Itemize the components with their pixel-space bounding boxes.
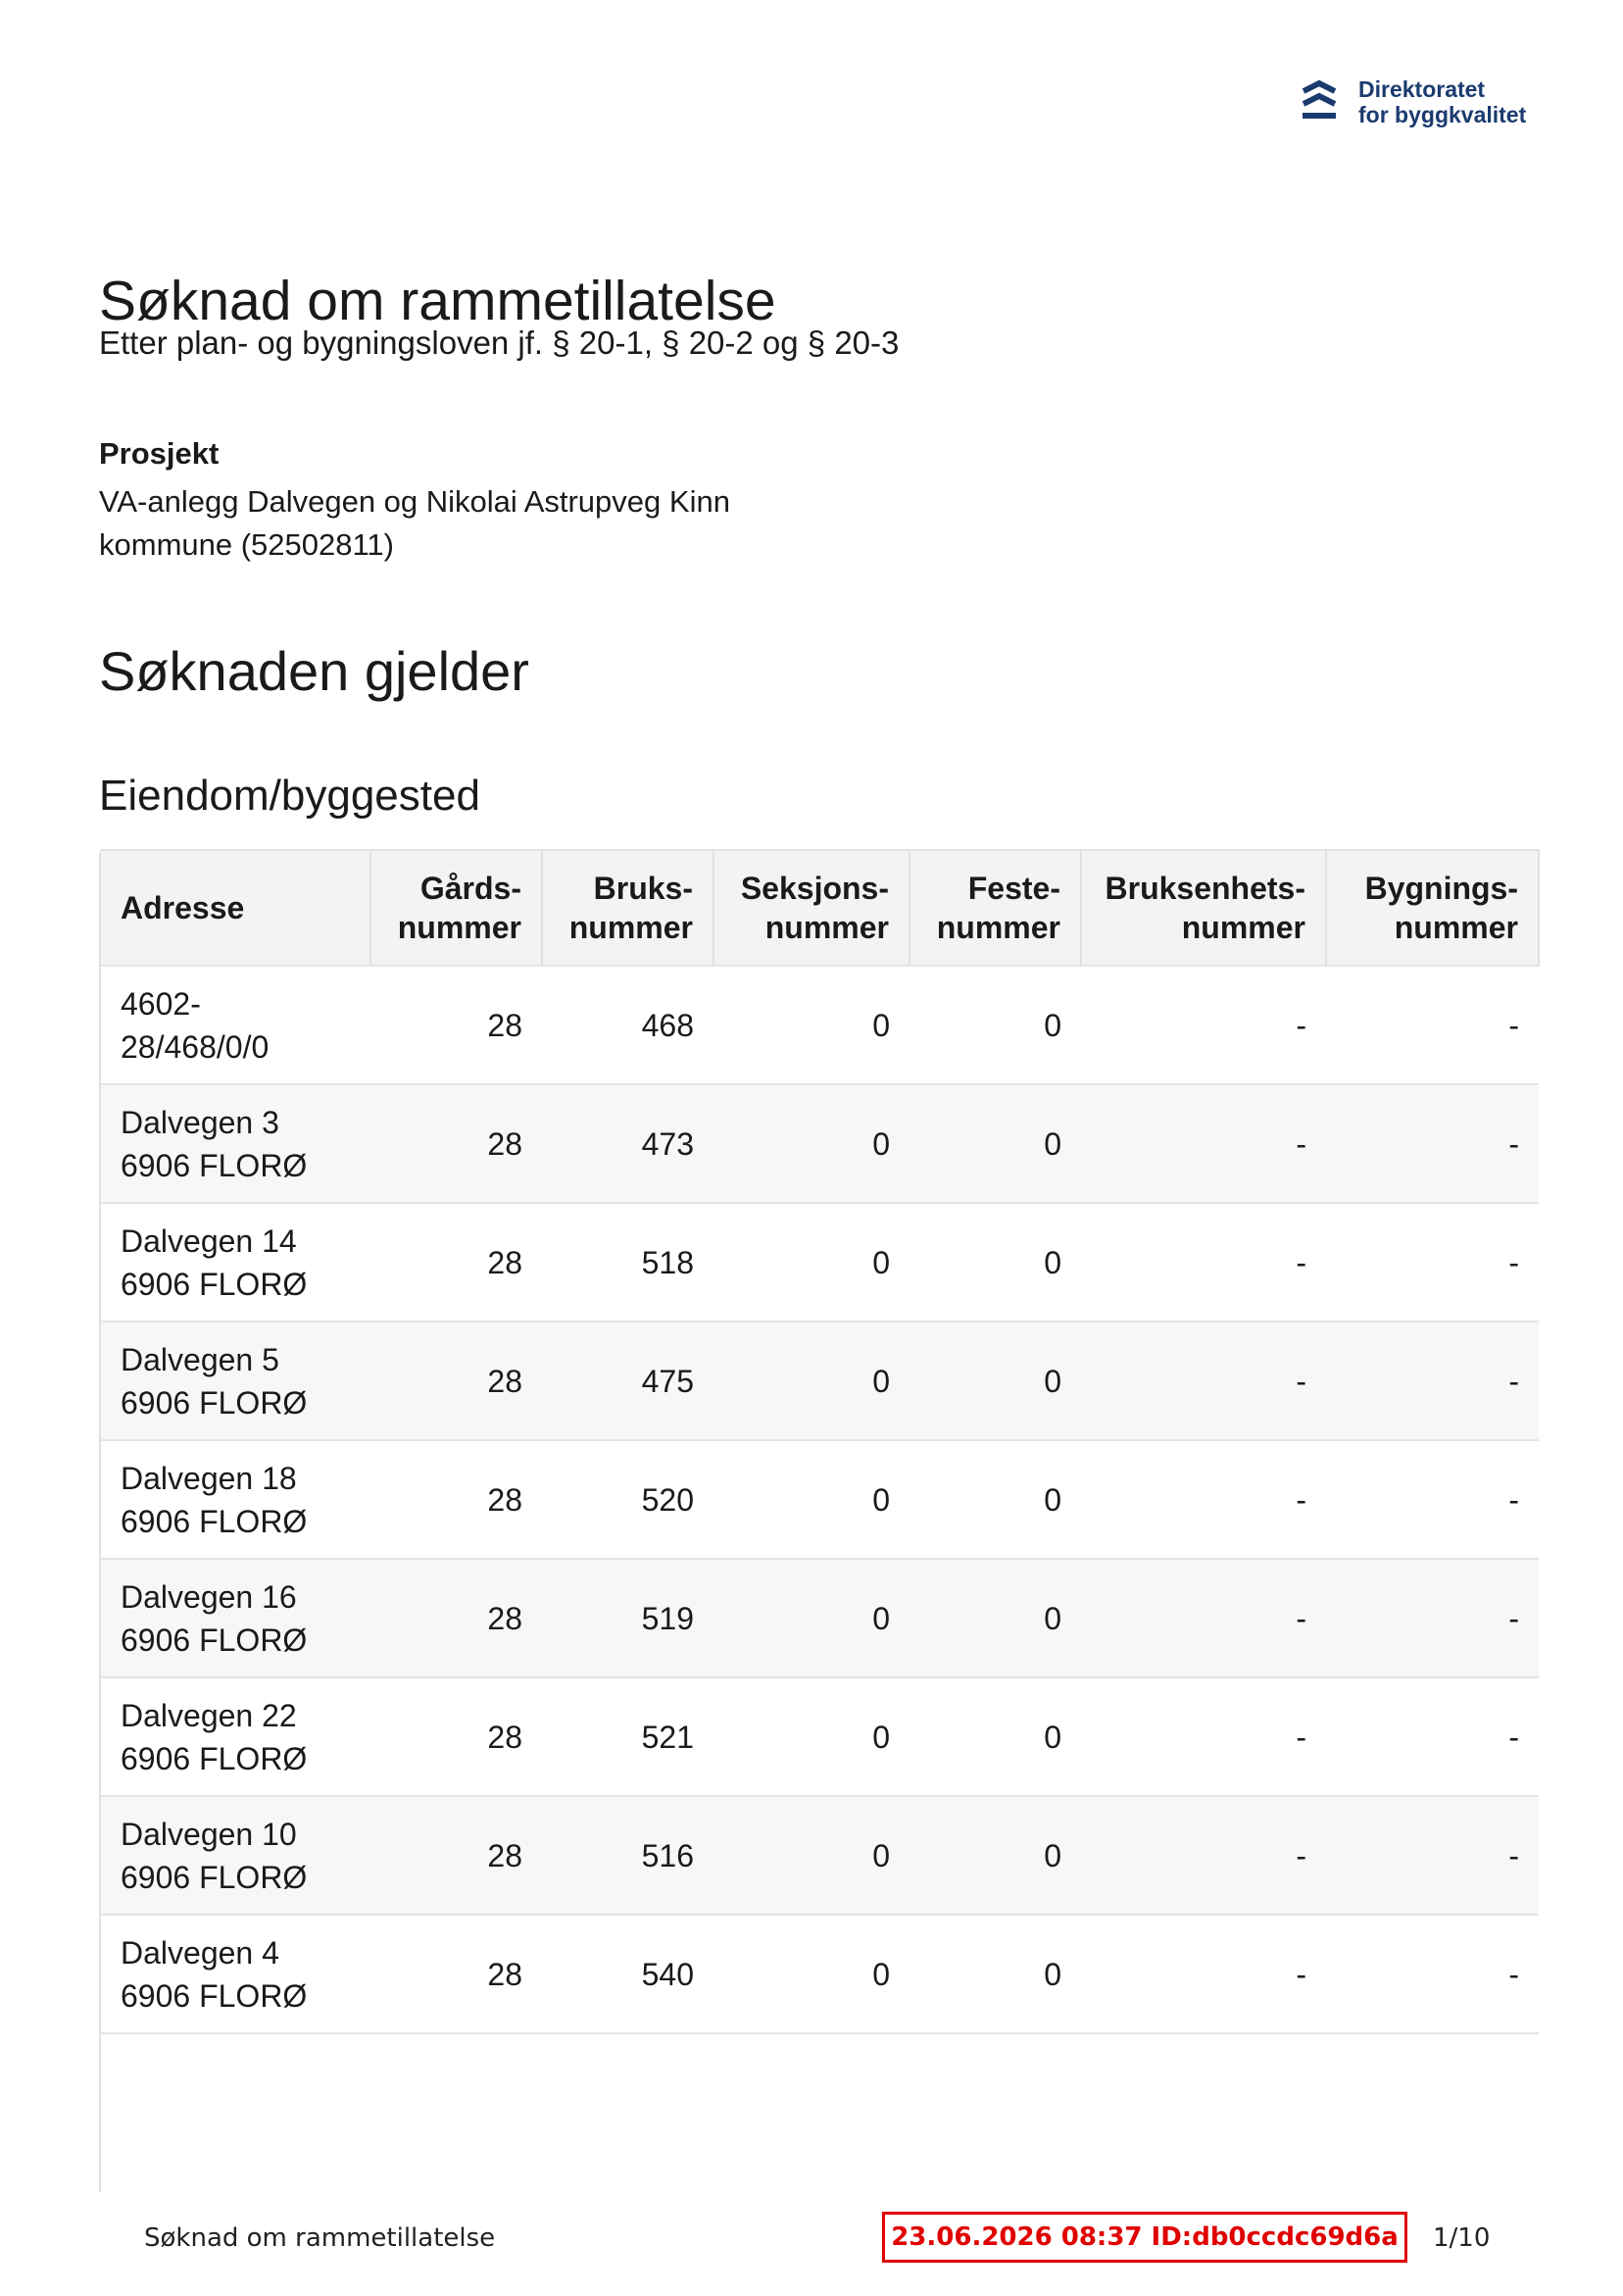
cell-address: Dalvegen 4 6906 FLORØ [121, 1934, 308, 2014]
cell-seksjonsnummer: 0 [872, 1363, 890, 1399]
cell-address: Dalvegen 3 6906 FLORØ [121, 1104, 308, 1183]
table-row [101, 1559, 1539, 1677]
cell-bygningsnummer: - [1508, 1481, 1519, 1518]
cell-address: Dalvegen 22 6906 FLORØ [121, 1697, 308, 1776]
cell-bruksenhetsnummer: - [1296, 1481, 1306, 1518]
cell-address: Dalvegen 18 6906 FLORØ [121, 1460, 308, 1539]
header-bruksenhetsnummer: Bruksenhets- nummer [1081, 850, 1326, 966]
cell-bruksnummer: 473 [641, 1125, 694, 1162]
table-row [101, 1084, 1539, 1203]
cell-bruksenhetsnummer: - [1296, 1244, 1306, 1280]
cell-festenummer: 0 [1044, 1125, 1061, 1162]
project-label: Prosjekt [99, 436, 220, 471]
cell-gardsnummer: 28 [487, 1719, 522, 1755]
cell-bruksnummer: 516 [641, 1837, 694, 1873]
subsection-heading: Eiendom/byggested [99, 772, 480, 820]
cell-festenummer: 0 [1044, 1481, 1061, 1518]
footer-timestamp-stamp: 23.06.2026 08:37 ID:db0ccdc69d6a [882, 2212, 1407, 2263]
cell-gardsnummer: 28 [487, 1007, 522, 1043]
cell-seksjonsnummer: 0 [872, 1956, 890, 1992]
cell-address: Dalvegen 16 6906 FLORØ [121, 1578, 308, 1658]
cell-bruksenhetsnummer: - [1296, 1956, 1306, 1992]
cell-seksjonsnummer: 0 [872, 1600, 890, 1636]
cell-bruksenhetsnummer: - [1296, 1363, 1306, 1399]
table-row [101, 1915, 1539, 2033]
property-table-container [99, 849, 1539, 2192]
table-header-row [101, 850, 1539, 966]
header-festenummer: Feste- nummer [910, 850, 1081, 966]
section-heading: Søknaden gjelder [99, 640, 529, 702]
cell-seksjonsnummer: 0 [872, 1481, 890, 1518]
cell-bruksenhetsnummer: - [1296, 1007, 1306, 1043]
document-title: Søknad om rammetillatelse [99, 270, 776, 332]
cell-bruksnummer: 540 [641, 1956, 694, 1992]
cell-bygningsnummer: - [1508, 1244, 1519, 1280]
cell-gardsnummer: 28 [487, 1837, 522, 1873]
cell-bruksnummer: 475 [641, 1363, 694, 1399]
cell-seksjonsnummer: 0 [872, 1007, 890, 1043]
table-row [101, 1796, 1539, 1915]
cell-gardsnummer: 28 [487, 1481, 522, 1518]
cell-bygningsnummer: - [1508, 1837, 1519, 1873]
cell-festenummer: 0 [1044, 1244, 1061, 1280]
property-table [101, 849, 1540, 2034]
cell-bygningsnummer: - [1508, 1719, 1519, 1755]
cell-festenummer: 0 [1044, 1956, 1061, 1992]
footer-document-title: Søknad om rammetillatelse [144, 2223, 496, 2253]
cell-festenummer: 0 [1044, 1600, 1061, 1636]
cell-address: Dalvegen 5 6906 FLORØ [121, 1341, 308, 1421]
cell-seksjonsnummer: 0 [872, 1837, 890, 1873]
cell-bygningsnummer: - [1508, 1007, 1519, 1043]
document-subtitle: Etter plan- og bygningsloven jf. § 20-1, § 20-2 og § 20-3 [99, 324, 900, 361]
logo-line-1: Direktoratet [1358, 76, 1486, 102]
cell-gardsnummer: 28 [487, 1600, 522, 1636]
table-row [101, 1677, 1539, 1796]
cell-festenummer: 0 [1044, 1363, 1061, 1399]
cell-bygningsnummer: - [1508, 1125, 1519, 1162]
cell-seksjonsnummer: 0 [872, 1244, 890, 1280]
footer-page-number: 1/10 [1433, 2223, 1491, 2253]
cell-address: Dalvegen 10 6906 FLORØ [121, 1816, 308, 1895]
project-value: VA-anlegg Dalvegen og Nikolai Astrupveg Kinn kommune (52502811) [99, 484, 730, 562]
table-row [101, 1203, 1539, 1322]
table-row [101, 1322, 1539, 1440]
cell-bruksnummer: 520 [641, 1481, 694, 1518]
cell-bruksenhetsnummer: - [1296, 1837, 1306, 1873]
cell-bruksnummer: 519 [641, 1600, 694, 1636]
cell-bygningsnummer: - [1508, 1956, 1519, 1992]
cell-festenummer: 0 [1044, 1007, 1061, 1043]
cell-bygningsnummer: - [1508, 1600, 1519, 1636]
cell-address: 4602- 28/468/0/0 [121, 985, 270, 1065]
cell-seksjonsnummer: 0 [872, 1125, 890, 1162]
header-bruksnummer: Bruks- nummer [542, 850, 713, 966]
cell-festenummer: 0 [1044, 1719, 1061, 1755]
cell-bruksnummer: 468 [641, 1007, 694, 1043]
cell-gardsnummer: 28 [487, 1363, 522, 1399]
cell-seksjonsnummer: 0 [872, 1719, 890, 1755]
header-seksjonsnummer: Seksjons- nummer [713, 850, 910, 966]
header-gardsnummer: Gårds- nummer [370, 850, 542, 966]
cell-bruksenhetsnummer: - [1296, 1719, 1306, 1755]
cell-bruksnummer: 518 [641, 1244, 694, 1280]
cell-address: Dalvegen 14 6906 FLORØ [121, 1223, 308, 1302]
logo-line-2: for byggkvalitet [1358, 102, 1527, 127]
table-row [101, 966, 1539, 1084]
cell-bruksnummer: 521 [641, 1719, 694, 1755]
cell-bruksenhetsnummer: - [1296, 1125, 1306, 1162]
cell-festenummer: 0 [1044, 1837, 1061, 1873]
logo-text [1358, 76, 1526, 127]
cell-gardsnummer: 28 [487, 1244, 522, 1280]
header-address: Adresse [101, 850, 370, 966]
dibk-logo-icon [1300, 77, 1339, 126]
cell-gardsnummer: 28 [487, 1125, 522, 1162]
logo [1300, 76, 1526, 127]
table-row [101, 1440, 1539, 1559]
header-bygningsnummer: Bygnings- nummer [1326, 850, 1539, 966]
cell-gardsnummer: 28 [487, 1956, 522, 1992]
cell-bruksenhetsnummer: - [1296, 1600, 1306, 1636]
cell-bygningsnummer: - [1508, 1363, 1519, 1399]
